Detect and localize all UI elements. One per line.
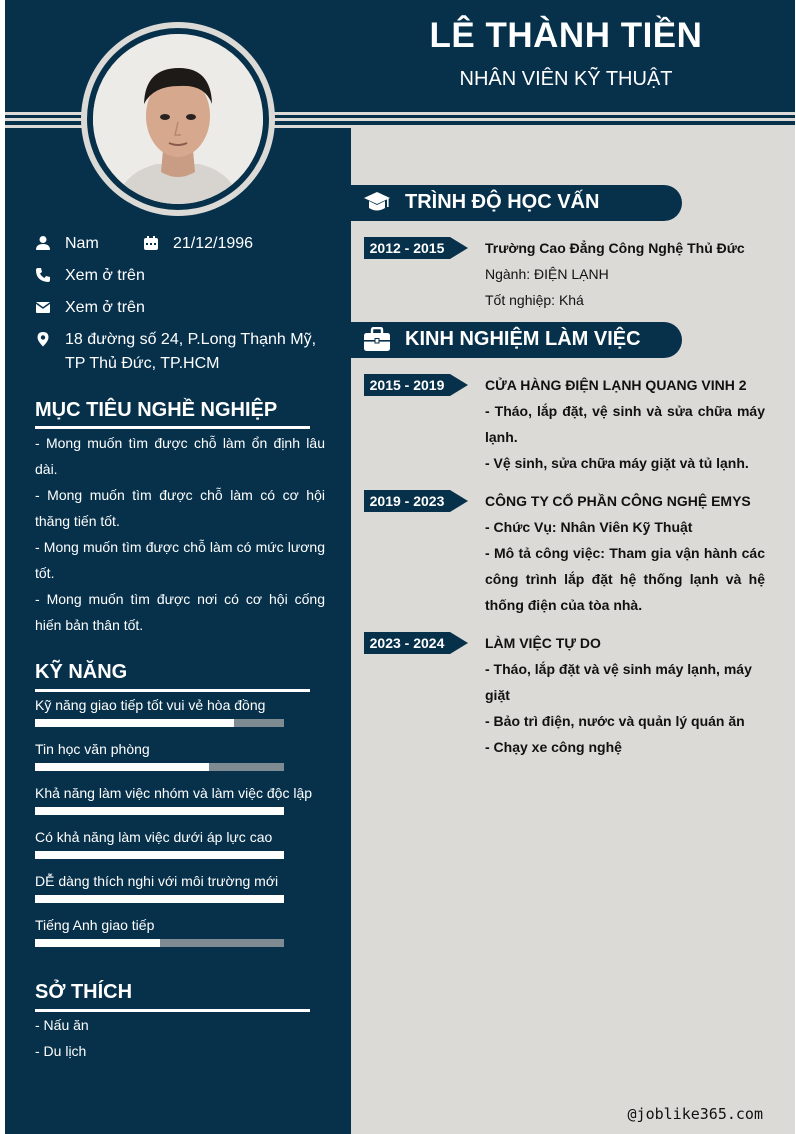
company-name: CÔNG TY CỔ PHẦN CÔNG NGHỆ EMYS — [485, 493, 751, 509]
education-years-tag — [364, 237, 468, 259]
phone-value: Xem ở trên — [65, 267, 145, 284]
skill-label: Có khả năng làm việc dưới áp lực cao — [35, 829, 273, 845]
skill-label: Tin học văn phòng — [35, 741, 150, 757]
education-years: 2012 - 2015 — [369, 240, 445, 256]
skill-label: Tiếng Anh giao tiếp — [35, 917, 155, 933]
job-line: - Chạy xe công nghệ — [485, 739, 622, 755]
skill-bar-fill — [35, 807, 284, 815]
education-heading: TRÌNH ĐỘ HỌC VẤN — [405, 191, 600, 213]
major: Ngành: ĐIỆN LẠNH — [485, 266, 609, 282]
job-entry — [485, 630, 765, 760]
gender-value: Nam — [65, 235, 99, 252]
skill-bar — [35, 763, 284, 771]
job-line: - Tháo, lắp đặt và vệ sinh máy lạnh, máy giặt — [485, 661, 752, 703]
sidebar — [5, 128, 351, 1134]
skill-bar — [35, 895, 284, 903]
footer-watermark: @joblike365.com — [627, 1105, 763, 1123]
company-name: LÀM VIỆC TỰ DO — [485, 635, 601, 651]
skills-heading: KỸ NĂNG — [35, 661, 128, 683]
skill-bar — [35, 807, 284, 815]
hobby-item: - Nấu ăn — [35, 1017, 89, 1033]
education-header — [351, 185, 682, 221]
phone-icon — [35, 267, 51, 283]
objective-item: - Mong muốn tìm được chỗ làm ổn định lâu dài. — [35, 435, 325, 477]
skill-bar-fill — [35, 895, 284, 903]
skill-bar-fill — [35, 939, 160, 947]
skill-bar-fill — [35, 851, 284, 859]
objective-item: - Mong muốn tìm được nơi có cơ hội cống hiến bản thân tốt. — [35, 591, 325, 633]
skill-label: DỄ dàng thích nghi với môi trường mới — [35, 873, 279, 889]
company-name: CỬA HÀNG ĐIỆN LẠNH QUANG VINH 2 — [485, 377, 747, 393]
avatar-frame-top — [81, 22, 275, 216]
skill-bar-fill — [35, 719, 234, 727]
graduation-cap-icon — [363, 190, 391, 216]
skills-underline — [35, 689, 310, 692]
job-line: - Chức Vụ: Nhân Viên Kỹ Thuật — [485, 519, 693, 535]
location-icon — [35, 331, 51, 347]
job-years: 2023 - 2024 — [369, 635, 445, 651]
skill-bar-fill — [35, 763, 209, 771]
objective-list — [35, 430, 325, 638]
job-entry — [485, 488, 765, 618]
job-line: - Mô tả công việc: Tham gia vận hành các công trình lắp đặt hệ thống lạnh và hệ thống điện của tòa nhà. — [485, 545, 765, 613]
skill-bar — [35, 851, 284, 859]
calendar-icon — [143, 235, 159, 251]
skill-bar — [35, 719, 284, 727]
hobbies-heading: SỞ THÍCH — [35, 981, 133, 1003]
education-entry — [485, 235, 765, 313]
objective-underline — [35, 426, 310, 429]
skill-label: Khả năng làm việc nhóm và làm việc độc lập — [35, 785, 313, 801]
job-years: 2015 - 2019 — [369, 377, 445, 393]
job-years-tag — [364, 374, 468, 396]
school-name: Trường Cao Đẳng Công Nghệ Thủ Đức — [485, 240, 745, 256]
skill-bar — [35, 939, 284, 947]
email-value: Xem ở trên — [65, 299, 145, 316]
job-line: - Tháo, lắp đặt, vệ sinh và sửa chữa máy lạnh. — [485, 403, 765, 445]
job-line: - Bảo trì điện, nước và quản lý quán ăn — [485, 713, 745, 729]
job-line: - Vệ sinh, sửa chữa máy giặt và tủ lạnh. — [485, 455, 749, 471]
experience-heading: KINH NGHIỆM LÀM VIỆC — [405, 328, 641, 350]
objective-heading: MỤC TIÊU NGHỀ NGHIỆP — [35, 399, 278, 421]
candidate-name: LÊ THÀNH TIỀN — [429, 16, 703, 55]
job-years: 2019 - 2023 — [369, 493, 445, 509]
skill-label: Kỹ năng giao tiếp tốt vui vẻ hòa đồng — [35, 697, 266, 713]
objective-item: - Mong muốn tìm được chỗ làm có mức lương tốt. — [35, 539, 325, 581]
objective-item: - Mong muốn tìm được chỗ làm có cơ hội thăng tiến tốt. — [35, 487, 325, 529]
email-icon — [35, 299, 51, 315]
birthday-value: 21/12/1996 — [173, 235, 254, 252]
job-years-tag — [364, 490, 468, 512]
avatar — [93, 34, 263, 204]
user-icon — [35, 235, 51, 251]
hobby-item: - Du lịch — [35, 1043, 87, 1059]
grade: Tốt nghiệp: Khá — [485, 292, 584, 308]
briefcase-icon — [363, 327, 391, 353]
cv-page — [5, 0, 795, 1134]
address-value: 18 đường số 24, P.Long Thạnh Mỹ, TP Thủ Đức, TP.HCM — [65, 331, 317, 372]
experience-header — [351, 322, 682, 358]
job-entry — [485, 372, 765, 476]
candidate-job-title: NHÂN VIÊN KỸ THUẬT — [459, 68, 673, 90]
hobbies-underline — [35, 1009, 310, 1012]
job-years-tag — [364, 632, 468, 654]
